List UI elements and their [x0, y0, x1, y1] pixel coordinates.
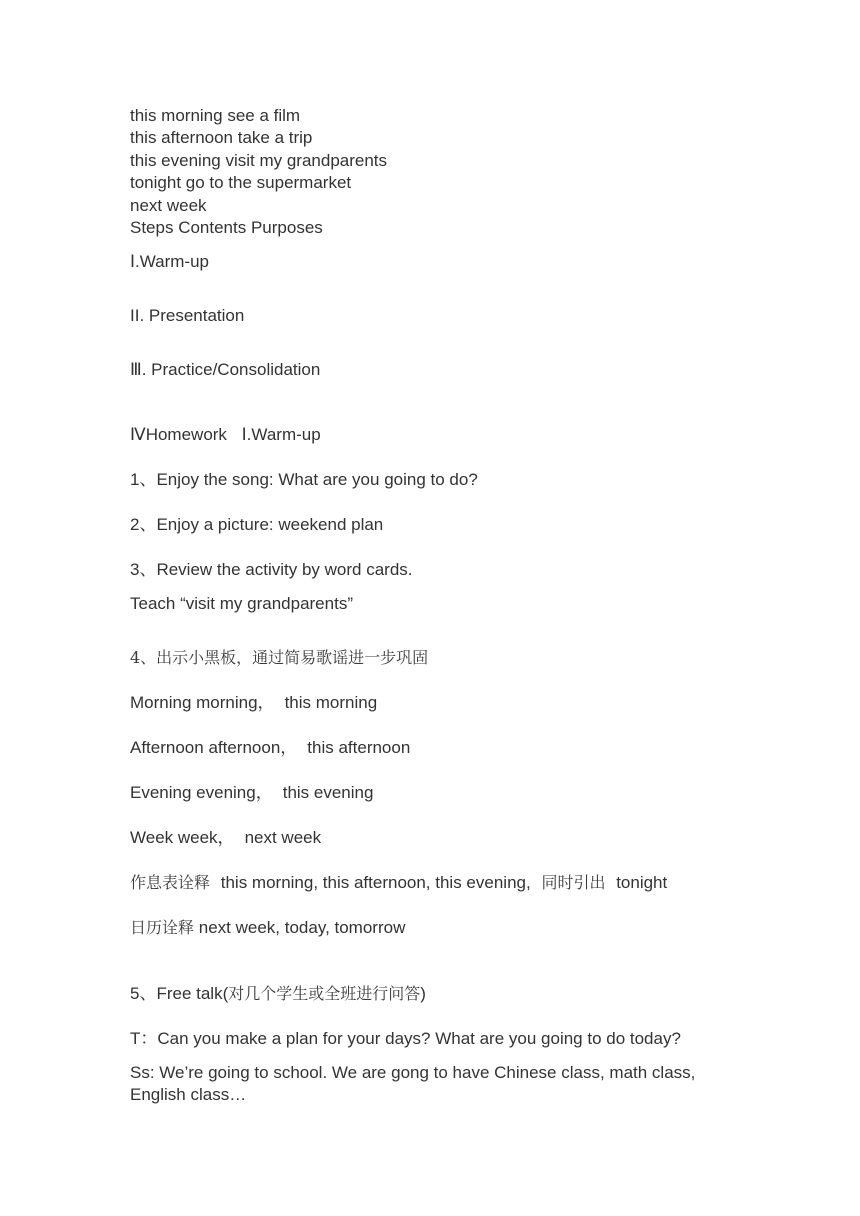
chant-phrase: this evening [282, 783, 374, 802]
activity-3: 3、Review the activity by word cards. [130, 560, 413, 579]
chant-repeat: Afternoon afternoon， [130, 738, 298, 757]
free-talk-end: ) [420, 984, 426, 1003]
intro-line: next week [130, 196, 207, 215]
free-talk-en: 5、Free talk( [130, 984, 229, 1003]
intro-line: this afternoon take a trip [130, 128, 313, 147]
chant-repeat: Morning morning， [130, 693, 275, 712]
chant-repeat: Week week， [130, 828, 235, 847]
schedule-line [130, 872, 667, 894]
table-header-line: Steps Contents Purposes [130, 218, 323, 237]
schedule-cn-1: 作息表诠释 [130, 873, 211, 892]
step-presentation: II. Presentation [130, 306, 245, 325]
chant-phrase: next week [244, 828, 322, 847]
activity-1: 1、Enjoy the song: What are you going to do? [130, 470, 478, 489]
free-talk-label [130, 983, 426, 1005]
chant-phrase: this afternoon [307, 738, 411, 757]
teach-line: Teach “visit my grandparents” [130, 594, 353, 613]
intro-line: this evening visit my grandparents [130, 151, 388, 170]
chant-repeat: Evening evening， [130, 783, 273, 802]
calendar-cn: 日历诠释 [130, 918, 195, 937]
step-homework: ⅣHomework [130, 425, 227, 444]
schedule-en-2: tonight [616, 873, 668, 892]
students-line: Ss: We’re going to school. We are gong to have Chinese class, math class, English class… [130, 1063, 696, 1104]
calendar-en: next week, today, tomorrow [198, 918, 406, 937]
step-practice: Ⅲ. Practice/Consolidation [130, 360, 321, 379]
chant-phrase: this morning [284, 693, 378, 712]
chant-line [130, 827, 321, 849]
activity-4 [130, 647, 428, 669]
step-warmup: Ⅰ.Warm-up [130, 252, 209, 271]
schedule-cn-2: 同时引出 [541, 873, 606, 892]
calendar-line [130, 917, 405, 939]
step-homework-row [130, 424, 321, 446]
chant-line [130, 782, 373, 804]
teacher-line: T：Can you make a plan for your days? What are you going to do today? [130, 1029, 681, 1048]
free-talk-cn: 对几个学生或全班进行问答 [228, 984, 421, 1003]
chant-line [130, 737, 410, 759]
chant-line [130, 692, 377, 714]
step-homework-warmup: Ⅰ.Warm-up [241, 425, 321, 444]
activity-4-text: 4、出示小黑板，通过简易歌谣进一步巩固 [130, 648, 429, 667]
schedule-en-1: this morning, this afternoon, this evening, [220, 873, 531, 892]
intro-line: tonight go to the supermarket [130, 173, 352, 192]
intro-line: this morning see a film [130, 106, 301, 125]
activity-2: 2、Enjoy a picture: weekend plan [130, 515, 384, 534]
